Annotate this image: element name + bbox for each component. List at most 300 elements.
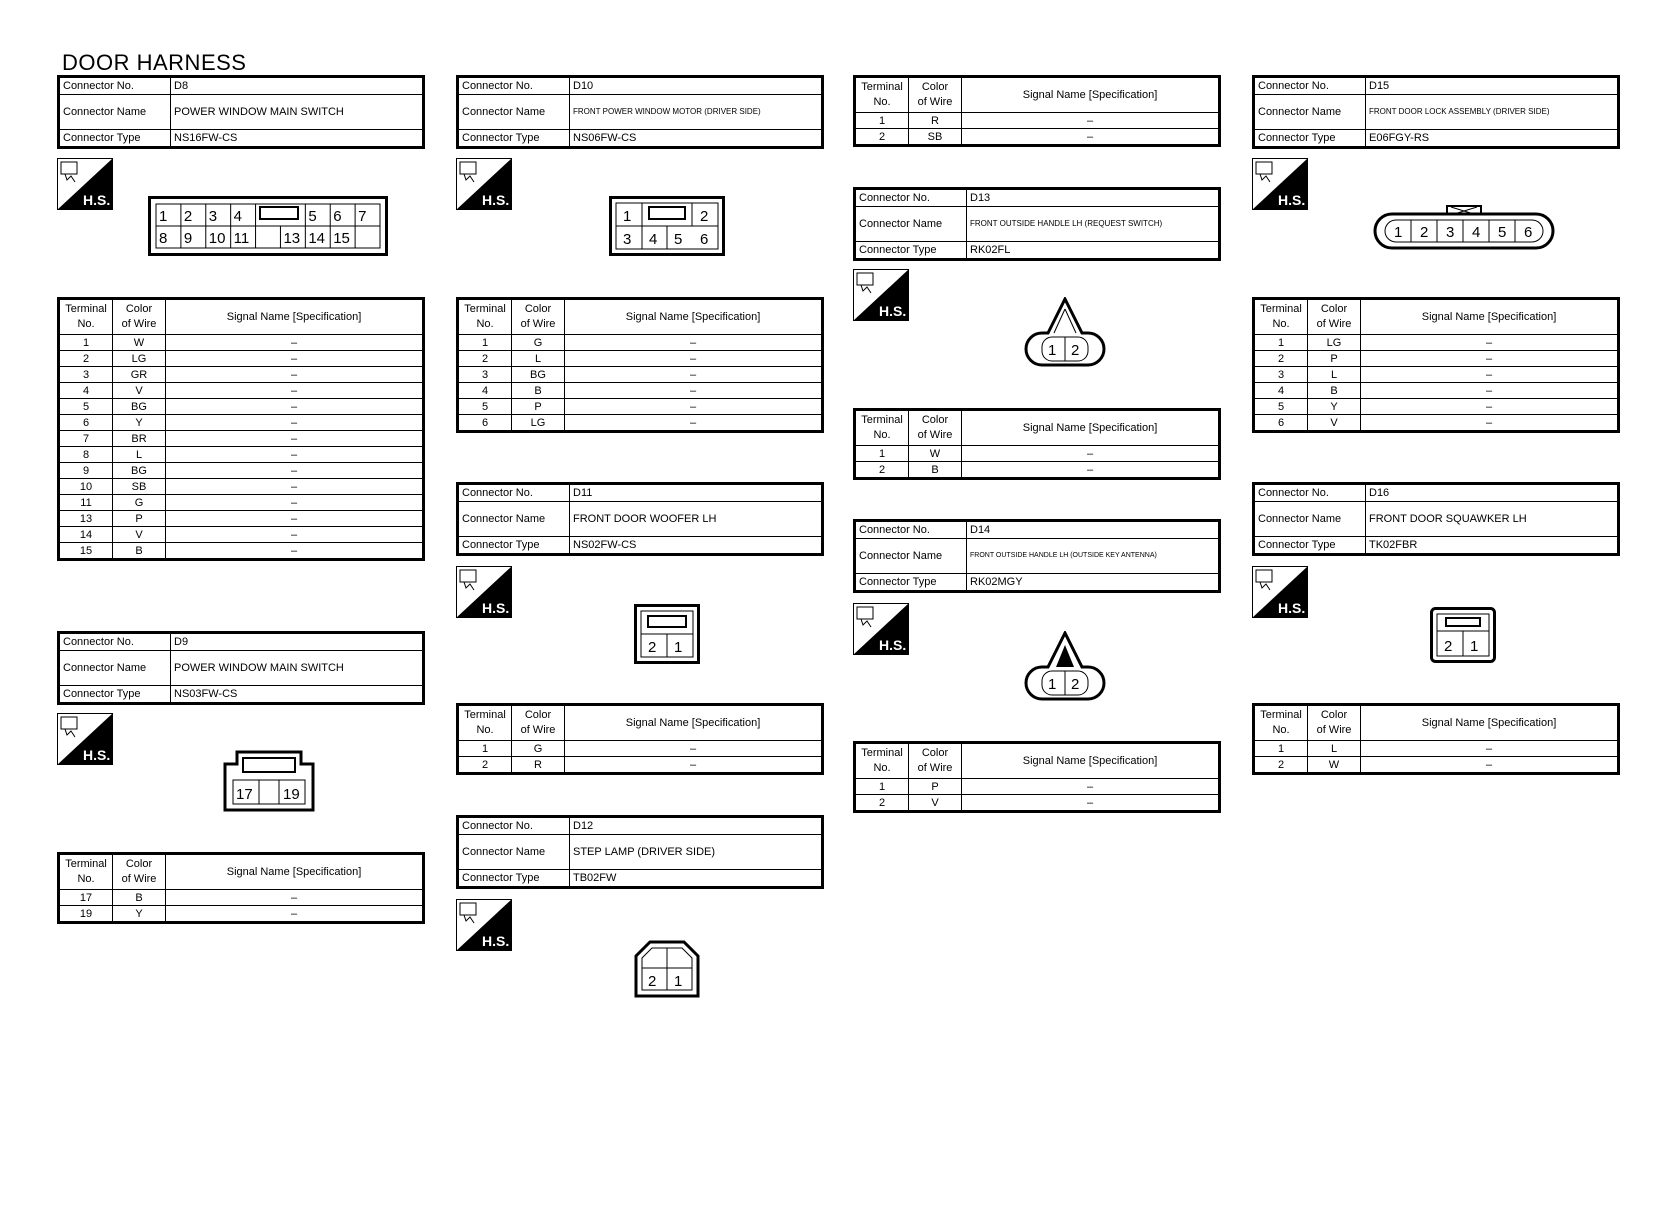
label-connector-name: Connector Name — [59, 651, 171, 686]
label-connector-name: Connector Name — [59, 95, 171, 130]
terminal-cell: 5 — [1254, 399, 1308, 415]
connector-d12-terminals — [853, 75, 1221, 147]
table-row — [458, 741, 823, 757]
signal-cell: – — [166, 906, 424, 923]
color-cell: B — [113, 543, 166, 560]
color-cell: B — [909, 462, 962, 479]
table-row — [1254, 351, 1619, 367]
color-cell: L — [512, 351, 565, 367]
terminal-cell: 2 — [855, 795, 909, 812]
pin-label: 5 — [308, 208, 317, 225]
pin-label: 17 — [236, 786, 253, 803]
connector-d16-face — [1430, 607, 1496, 663]
color-header: Color of Wire — [113, 854, 166, 890]
terminal-header: Terminal No. — [59, 854, 113, 890]
pin-label: 15 — [333, 230, 350, 247]
connector-no-value: D12 — [570, 817, 823, 835]
terminal-cell: 13 — [59, 511, 113, 527]
connector-name-value: POWER WINDOW MAIN SWITCH — [171, 651, 424, 686]
color-cell: W — [113, 335, 166, 351]
pin-label: 1 — [159, 208, 168, 225]
hs-icon — [456, 566, 512, 618]
table-row — [855, 779, 1220, 795]
signal-cell: – — [962, 129, 1220, 146]
pin-label: 2 — [1444, 638, 1453, 655]
signal-header: Signal Name [Specification] — [565, 299, 823, 335]
color-cell: G — [113, 495, 166, 511]
color-cell: R — [512, 757, 565, 774]
label-connector-name: Connector Name — [458, 502, 570, 537]
pin-label: 6 — [333, 208, 342, 225]
color-cell: V — [113, 527, 166, 543]
table-row — [458, 367, 823, 383]
label-connector-name: Connector Name — [1254, 502, 1366, 537]
pin-label: 4 — [233, 208, 243, 225]
terminal-cell: 3 — [59, 367, 113, 383]
color-cell: BG — [113, 399, 166, 415]
connector-type-value: RK02MGY — [967, 574, 1220, 592]
connector-no-value: D13 — [967, 189, 1220, 207]
terminal-cell: 9 — [59, 463, 113, 479]
table-row — [59, 367, 424, 383]
pin-label: 1 — [1470, 638, 1479, 655]
pin-label: 4 — [1472, 224, 1481, 241]
hs-icon — [456, 899, 512, 951]
color-cell: W — [909, 446, 962, 462]
signal-cell: – — [166, 415, 424, 431]
terminal-cell: 1 — [855, 113, 909, 129]
color-cell: V — [909, 795, 962, 812]
label-connector-no: Connector No. — [59, 633, 171, 651]
table-row — [59, 495, 424, 511]
table-row — [59, 543, 424, 560]
table-row — [1254, 383, 1619, 399]
connector-name-value: FRONT OUTSIDE HANDLE LH (REQUEST SWITCH) — [967, 207, 1220, 242]
terminal-cell: 1 — [1254, 741, 1308, 757]
label-connector-name: Connector Name — [855, 539, 967, 574]
color-cell: Y — [1308, 399, 1361, 415]
color-cell: LG — [1308, 335, 1361, 351]
signal-cell: – — [962, 779, 1220, 795]
pin-label: 5 — [674, 231, 683, 248]
hs-label: H.S. — [482, 933, 510, 949]
terminal-cell: 2 — [1254, 351, 1308, 367]
color-header: Color of Wire — [113, 299, 166, 335]
connector-type-value: E06FGY-RS — [1366, 130, 1619, 148]
hs-icon — [1252, 158, 1308, 210]
color-header: Color of Wire — [909, 410, 962, 446]
page-title: DOOR HARNESS — [62, 50, 247, 75]
terminal-cell: 17 — [59, 890, 113, 906]
terminal-cell: 10 — [59, 479, 113, 495]
signal-header: Signal Name [Specification] — [1361, 705, 1619, 741]
signal-cell: – — [962, 113, 1220, 129]
table-row — [458, 757, 823, 774]
table-row — [59, 511, 424, 527]
signal-cell: – — [166, 399, 424, 415]
pin-label: 2 — [648, 639, 657, 656]
connector-d9-info — [57, 631, 425, 705]
hs-icon — [1252, 566, 1308, 618]
connector-d10-face — [609, 196, 725, 256]
color-cell: Y — [113, 906, 166, 923]
connector-type-value: TB02FW — [570, 870, 823, 888]
connector-name-value: FRONT POWER WINDOW MOTOR (DRIVER SIDE) — [570, 95, 823, 130]
terminal-header: Terminal No. — [1254, 299, 1308, 335]
table-row — [855, 446, 1220, 462]
label-connector-no: Connector No. — [855, 521, 967, 539]
pin-label: 5 — [1498, 224, 1507, 241]
color-header: Color of Wire — [909, 77, 962, 113]
table-row — [59, 527, 424, 543]
signal-cell: – — [565, 335, 823, 351]
signal-header: Signal Name [Specification] — [962, 743, 1220, 779]
table-row — [1254, 367, 1619, 383]
label-connector-name: Connector Name — [458, 835, 570, 870]
color-header: Color of Wire — [512, 705, 565, 741]
label-connector-no: Connector No. — [59, 77, 171, 95]
pin-label: 8 — [159, 230, 168, 247]
terminal-cell: 15 — [59, 543, 113, 560]
table-row — [59, 335, 424, 351]
signal-header: Signal Name [Specification] — [962, 410, 1220, 446]
label-connector-type: Connector Type — [59, 130, 171, 148]
terminal-cell: 4 — [458, 383, 512, 399]
connector-type-value: TK02FBR — [1366, 537, 1619, 555]
signal-header: Signal Name [Specification] — [962, 77, 1220, 113]
hs-label: H.S. — [879, 303, 907, 319]
terminal-cell: 8 — [59, 447, 113, 463]
connector-d11-face — [634, 604, 700, 664]
signal-cell: – — [166, 367, 424, 383]
terminal-cell: 2 — [855, 462, 909, 479]
connector-no-value: D9 — [171, 633, 424, 651]
connector-d8-face — [148, 196, 388, 256]
pin-label: 2 — [648, 973, 657, 990]
signal-cell: – — [1361, 415, 1619, 432]
terminal-cell: 14 — [59, 527, 113, 543]
signal-cell: – — [1361, 757, 1619, 774]
table-row — [59, 890, 424, 906]
signal-cell: – — [1361, 383, 1619, 399]
hs-label: H.S. — [83, 192, 111, 208]
signal-cell: – — [1361, 741, 1619, 757]
terminal-cell: 2 — [1254, 757, 1308, 774]
connector-no-value: D8 — [171, 77, 424, 95]
signal-header: Signal Name [Specification] — [565, 705, 823, 741]
label-connector-no: Connector No. — [458, 77, 570, 95]
connector-no-value: D11 — [570, 484, 823, 502]
terminal-cell: 6 — [1254, 415, 1308, 432]
connector-d10-info — [456, 75, 824, 149]
hs-icon — [456, 158, 512, 210]
color-cell: BG — [113, 463, 166, 479]
color-cell: P — [909, 779, 962, 795]
pin-label: 1 — [623, 208, 632, 225]
signal-cell: – — [1361, 335, 1619, 351]
color-cell: R — [909, 113, 962, 129]
table-row — [1254, 415, 1619, 432]
pin-label: 14 — [308, 230, 326, 247]
hs-label: H.S. — [1278, 192, 1306, 208]
connector-d11-terminals — [456, 703, 824, 775]
label-connector-type: Connector Type — [855, 574, 967, 592]
table-row — [1254, 741, 1619, 757]
signal-cell: – — [166, 511, 424, 527]
pin-label: 3 — [1446, 224, 1455, 241]
hs-label: H.S. — [83, 747, 111, 763]
connector-d9-face — [223, 750, 315, 812]
color-header: Color of Wire — [512, 299, 565, 335]
connector-no-value: D16 — [1366, 484, 1619, 502]
terminal-cell: 3 — [458, 367, 512, 383]
label-connector-no: Connector No. — [458, 817, 570, 835]
connector-type-value: NS03FW-CS — [171, 686, 424, 704]
table-row — [855, 462, 1220, 479]
pin-label: 3 — [208, 208, 218, 225]
label-connector-type: Connector Type — [855, 242, 967, 260]
color-cell: P — [512, 399, 565, 415]
table-row — [59, 383, 424, 399]
hs-label: H.S. — [482, 192, 510, 208]
terminal-cell: 19 — [59, 906, 113, 923]
color-cell: P — [113, 511, 166, 527]
signal-header: Signal Name [Specification] — [166, 299, 424, 335]
terminal-cell: 1 — [458, 335, 512, 351]
signal-cell: – — [565, 367, 823, 383]
connector-d10-terminals — [456, 297, 824, 433]
label-connector-type: Connector Type — [1254, 130, 1366, 148]
signal-cell: – — [166, 890, 424, 906]
table-row — [59, 463, 424, 479]
label-connector-no: Connector No. — [1254, 484, 1366, 502]
connector-type-value: RK02FL — [967, 242, 1220, 260]
terminal-cell: 6 — [458, 415, 512, 432]
connector-name-value: FRONT DOOR LOCK ASSEMBLY (DRIVER SIDE) — [1366, 95, 1619, 130]
color-cell: L — [113, 447, 166, 463]
table-row — [458, 415, 823, 432]
connector-d11-info — [456, 482, 824, 556]
signal-cell: – — [166, 431, 424, 447]
label-connector-name: Connector Name — [458, 95, 570, 130]
pin-label: 6 — [1524, 224, 1533, 241]
pin-label: 19 — [283, 786, 300, 803]
terminal-header: Terminal No. — [855, 410, 909, 446]
terminal-cell: 6 — [59, 415, 113, 431]
table-row — [1254, 335, 1619, 351]
color-cell: W — [1308, 757, 1361, 774]
terminal-header: Terminal No. — [458, 299, 512, 335]
signal-cell: – — [565, 351, 823, 367]
connector-d13-face — [1024, 297, 1106, 369]
color-cell: GR — [113, 367, 166, 383]
hs-label: H.S. — [482, 600, 510, 616]
table-row — [1254, 399, 1619, 415]
signal-cell: – — [1361, 351, 1619, 367]
signal-cell: – — [166, 543, 424, 560]
signal-cell: – — [166, 495, 424, 511]
table-row — [59, 431, 424, 447]
signal-cell: – — [166, 463, 424, 479]
label-connector-no: Connector No. — [1254, 77, 1366, 95]
terminal-cell: 4 — [59, 383, 113, 399]
terminal-header: Terminal No. — [855, 77, 909, 113]
pin-label: 2 — [183, 208, 193, 225]
pin-label: 1 — [1048, 342, 1057, 359]
hs-icon — [853, 603, 909, 655]
table-row — [59, 906, 424, 923]
pin-label: 9 — [183, 230, 193, 247]
table-row — [458, 383, 823, 399]
connector-d16-info — [1252, 482, 1620, 556]
table-row — [458, 399, 823, 415]
color-cell: LG — [512, 415, 565, 432]
signal-cell: – — [166, 527, 424, 543]
connector-type-value: NS02FW-CS — [570, 537, 823, 555]
color-cell: LG — [113, 351, 166, 367]
connector-d14-face — [1024, 631, 1106, 703]
signal-cell: – — [962, 462, 1220, 479]
terminal-cell: 5 — [59, 399, 113, 415]
label-connector-type: Connector Type — [458, 130, 570, 148]
terminal-cell: 2 — [59, 351, 113, 367]
table-row — [59, 415, 424, 431]
color-cell: V — [113, 383, 166, 399]
terminal-cell: 1 — [855, 446, 909, 462]
table-row — [458, 351, 823, 367]
connector-d8-terminals — [57, 297, 425, 561]
connector-name-value: FRONT OUTSIDE HANDLE LH (OUTSIDE KEY ANTENNA) — [967, 539, 1220, 574]
color-cell: SB — [909, 129, 962, 146]
connector-d8-info — [57, 75, 425, 149]
signal-cell: – — [166, 335, 424, 351]
pin-label: 11 — [233, 230, 250, 247]
terminal-header: Terminal No. — [59, 299, 113, 335]
connector-no-value: D15 — [1366, 77, 1619, 95]
signal-cell: – — [166, 447, 424, 463]
terminal-cell: 1 — [1254, 335, 1308, 351]
table-row — [59, 399, 424, 415]
color-header: Color of Wire — [1308, 705, 1361, 741]
signal-cell: – — [565, 415, 823, 432]
signal-cell: – — [565, 757, 823, 774]
hs-icon — [57, 158, 113, 210]
pin-label: 13 — [283, 230, 301, 247]
table-row — [855, 129, 1220, 146]
color-cell: Y — [113, 415, 166, 431]
pin-label: 2 — [1071, 342, 1080, 359]
table-row — [59, 351, 424, 367]
terminal-cell: 7 — [59, 431, 113, 447]
connector-no-value: D10 — [570, 77, 823, 95]
connector-type-value: NS06FW-CS — [570, 130, 823, 148]
connector-d13-terminals — [853, 408, 1221, 480]
connector-d14-terminals — [853, 741, 1221, 813]
signal-cell: – — [565, 399, 823, 415]
pin-label: 4 — [649, 231, 658, 248]
color-cell: G — [512, 335, 565, 351]
table-row — [458, 335, 823, 351]
table-row — [59, 447, 424, 463]
connector-d12-face — [634, 940, 700, 998]
connector-name-value: FRONT DOOR WOOFER LH — [570, 502, 823, 537]
table-row — [59, 479, 424, 495]
hs-icon — [853, 269, 909, 321]
terminal-cell: 1 — [59, 335, 113, 351]
color-cell: B — [113, 890, 166, 906]
pin-label: 1 — [674, 639, 683, 656]
pin-label: 10 — [208, 230, 226, 247]
color-cell: BR — [113, 431, 166, 447]
hs-label: H.S. — [1278, 600, 1306, 616]
connector-d16-terminals — [1252, 703, 1620, 775]
signal-cell: – — [166, 479, 424, 495]
terminal-cell: 1 — [458, 741, 512, 757]
terminal-cell: 2 — [458, 757, 512, 774]
connector-no-value: D14 — [967, 521, 1220, 539]
label-connector-no: Connector No. — [458, 484, 570, 502]
signal-header: Signal Name [Specification] — [1361, 299, 1619, 335]
terminal-header: Terminal No. — [855, 743, 909, 779]
color-header: Color of Wire — [1308, 299, 1361, 335]
color-cell: B — [512, 383, 565, 399]
signal-cell: – — [565, 383, 823, 399]
connector-d15-terminals — [1252, 297, 1620, 433]
terminal-cell: 5 — [458, 399, 512, 415]
label-connector-type: Connector Type — [458, 537, 570, 555]
label-connector-type: Connector Type — [59, 686, 171, 704]
connector-d13-info — [853, 187, 1221, 261]
pin-label: 2 — [1420, 224, 1429, 241]
color-cell: P — [1308, 351, 1361, 367]
terminal-header: Terminal No. — [458, 705, 512, 741]
signal-cell: – — [166, 383, 424, 399]
signal-header: Signal Name [Specification] — [166, 854, 424, 890]
signal-cell: – — [166, 351, 424, 367]
terminal-header: Terminal No. — [1254, 705, 1308, 741]
hs-icon — [57, 713, 113, 765]
terminal-cell: 2 — [855, 129, 909, 146]
signal-cell: – — [1361, 367, 1619, 383]
connector-name-value: STEP LAMP (DRIVER SIDE) — [570, 835, 823, 870]
pin-label: 2 — [1071, 676, 1080, 693]
connector-d15-info — [1252, 75, 1620, 149]
label-connector-no: Connector No. — [855, 189, 967, 207]
color-cell: L — [1308, 741, 1361, 757]
terminal-cell: 4 — [1254, 383, 1308, 399]
connector-name-value: FRONT DOOR SQUAWKER LH — [1366, 502, 1619, 537]
color-cell: L — [1308, 367, 1361, 383]
terminal-cell: 3 — [1254, 367, 1308, 383]
color-cell: V — [1308, 415, 1361, 432]
label-connector-name: Connector Name — [855, 207, 967, 242]
connector-d9-terminals — [57, 852, 425, 924]
pin-label: 3 — [623, 231, 632, 248]
connector-name-value: POWER WINDOW MAIN SWITCH — [171, 95, 424, 130]
connector-d14-info — [853, 519, 1221, 593]
label-connector-name: Connector Name — [1254, 95, 1366, 130]
color-cell: G — [512, 741, 565, 757]
connector-d15-face — [1373, 204, 1555, 252]
color-cell: B — [1308, 383, 1361, 399]
signal-cell: – — [1361, 399, 1619, 415]
connector-type-value: NS16FW-CS — [171, 130, 424, 148]
pin-label: 1 — [674, 973, 683, 990]
pin-label: 2 — [700, 208, 709, 225]
table-row — [855, 795, 1220, 812]
terminal-cell: 11 — [59, 495, 113, 511]
label-connector-type: Connector Type — [1254, 537, 1366, 555]
